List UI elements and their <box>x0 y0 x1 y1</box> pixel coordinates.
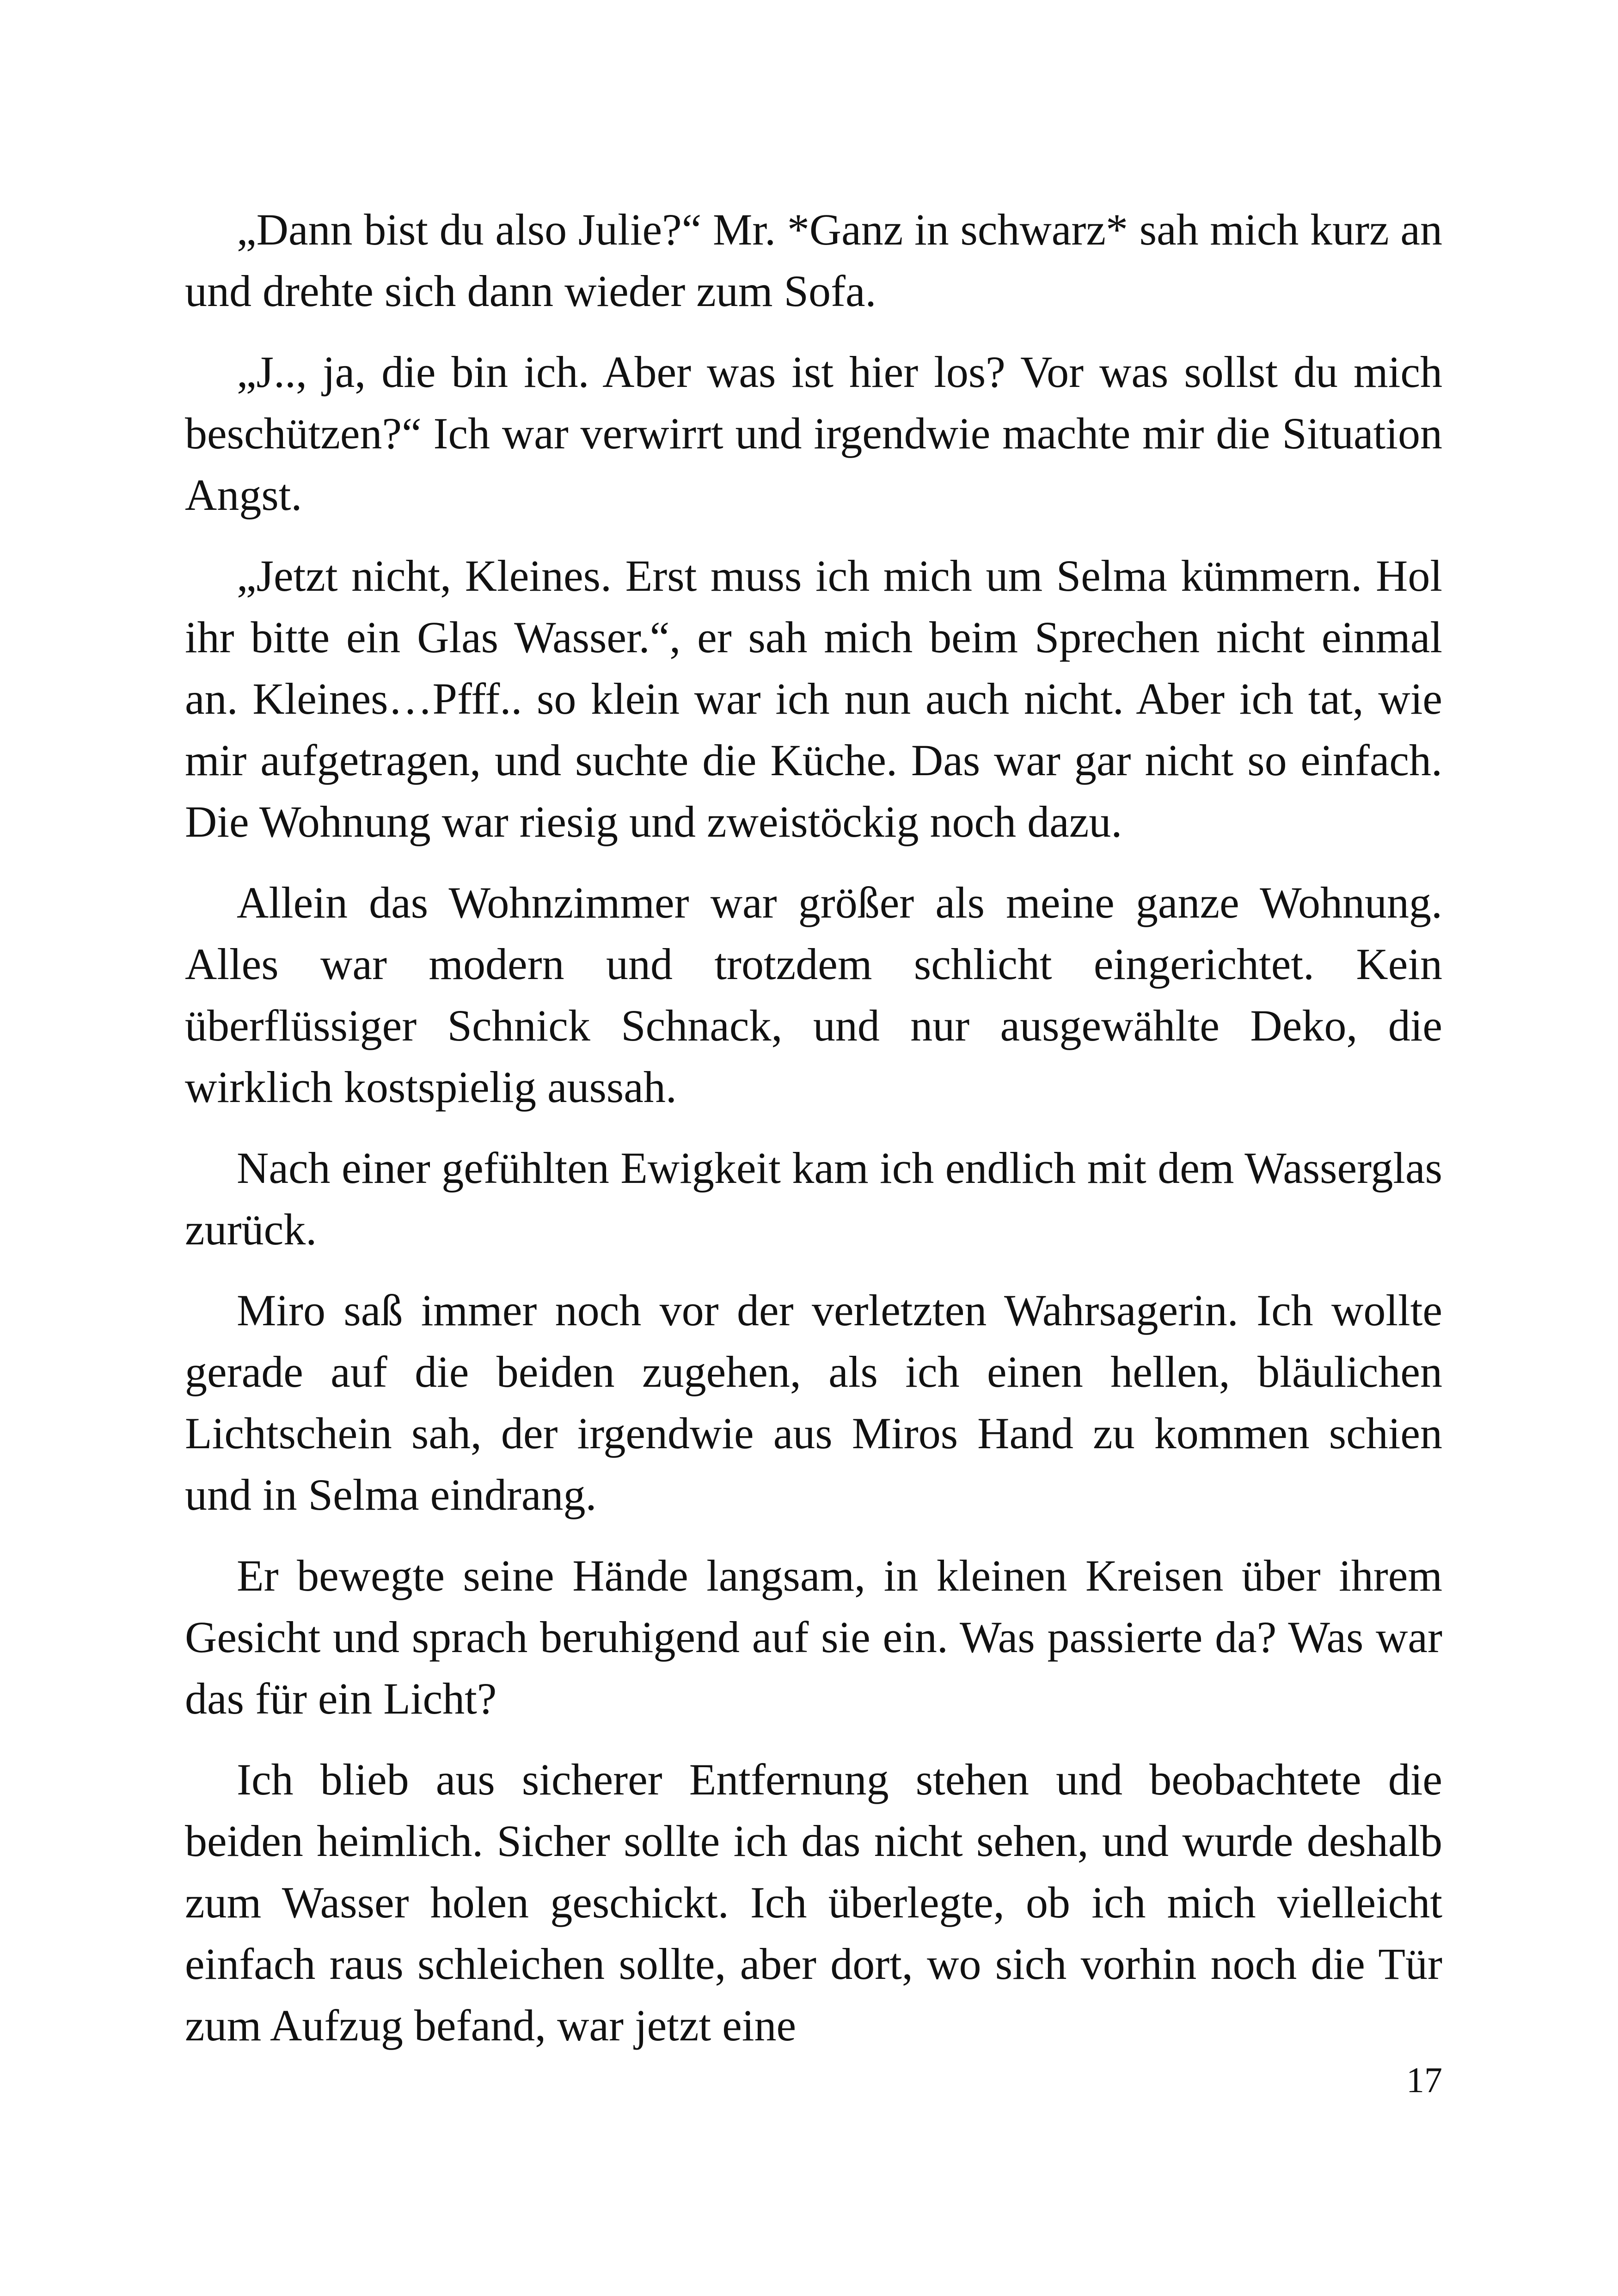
paragraph-5: Nach einer gefühlten Ewigkeit kam ich endlich mit dem Wasserglas zurück. <box>185 1143 1442 1254</box>
paragraph-1: „Dann bist du also Julie?“ Mr. *Ganz in schwarz* sah mich kurz an und drehte sich dann wieder zum Sofa. <box>185 205 1442 316</box>
paragraph-8: Ich blieb aus sicherer Entfernung stehen und beobachtete die beiden heimlich. Sicher sollte ich das nicht sehen, und wurde deshalb zum Wasser holen geschickt. Ich überlegte, ob ich mich vielleicht einfach raus schleichen sollte, aber dort, wo sich vorhin noch die Tür zum Aufzug befand, war jetzt eine <box>185 1755 1442 2050</box>
page-number: 17 <box>1406 2060 1442 2100</box>
paragraph-6: Miro saß immer noch vor der verletzten Wahrsagerin. Ich wollte gerade auf die beiden zugehen, als ich einen hellen, bläulichen Lichtschein sah, der irgendwie aus Miros Hand zu kommen schien und in Selma eindrang. <box>185 1286 1442 1519</box>
paragraph-2: „J.., ja, die bin ich. Aber was ist hier los? Vor was sollst du mich beschützen?“ Ich war verwirrt und irgendwie machte mir die Situation Angst. <box>185 347 1442 520</box>
body-text <box>185 199 1442 2076</box>
paragraph-7: Er bewegte seine Hände langsam, in kleinen Kreisen über ihrem Gesicht und sprach beruhigend auf sie ein. Was passierte da? Was war das für ein Licht? <box>185 1551 1442 1723</box>
paragraph-4: Allein das Wohnzimmer war größer als meine ganze Wohnung. Alles war modern und trotzdem schlicht eingerichtet. Kein überflüssiger Schnick Schnack, und nur ausgewählte Deko, die wirklich kostspielig aussah. <box>185 878 1442 1112</box>
paragraph-3: „Jetzt nicht, Kleines. Erst muss ich mich um Selma kümmern. Hol ihr bitte ein Glas Wasser.“, er sah mich beim Sprechen nicht einmal an. Kleines…Pfff.. so klein war ich nun auch nicht. Aber ich tat, wie mir aufgetragen, und suchte die Küche. Das war gar nicht so einfach. Die Wohnung war riesig und zweistöckig noch dazu. <box>185 551 1442 846</box>
